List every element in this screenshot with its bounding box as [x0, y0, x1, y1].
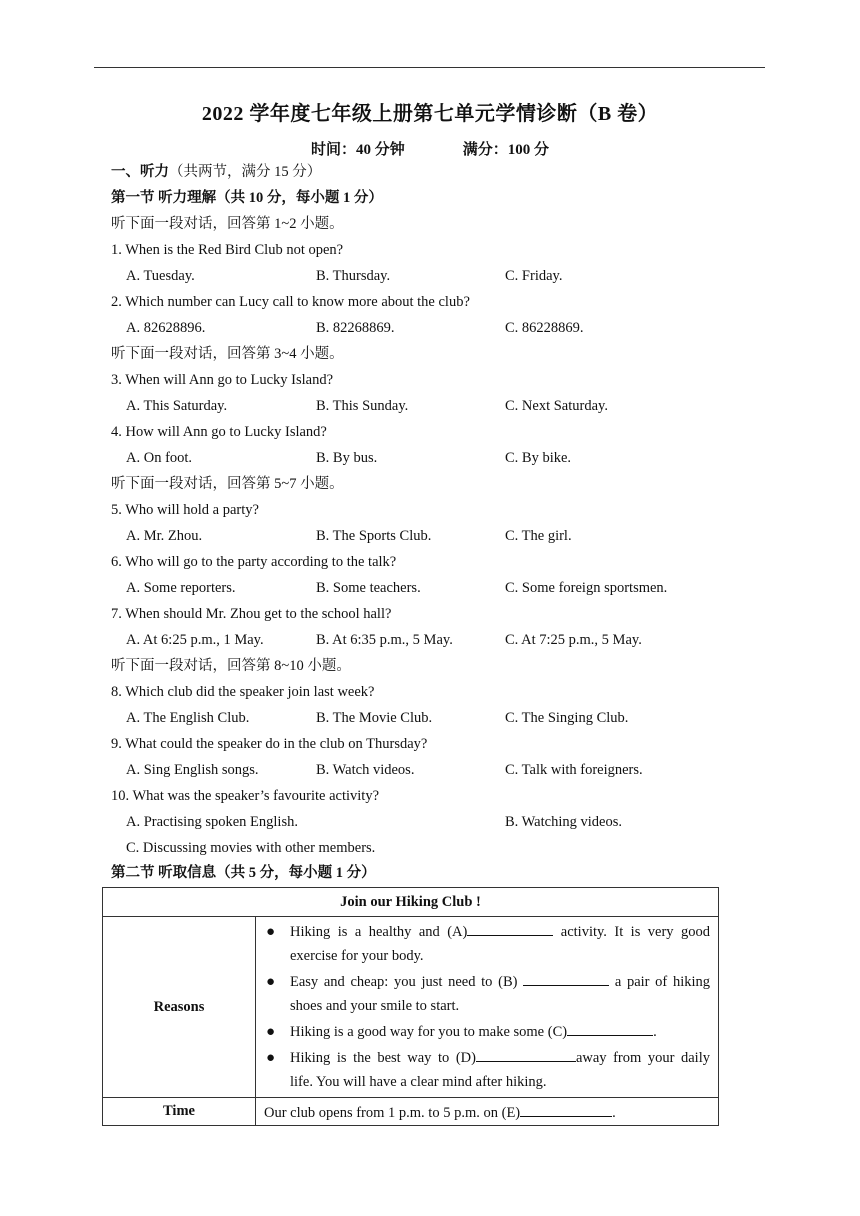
question-stem: 1. When is the Red Bird Club not open? [111, 242, 344, 258]
section-one-note: （共两节，满分 15 分） [169, 164, 322, 180]
reason-a-text-end: activity. It is very good exercise for your body. [290, 924, 710, 964]
question-stem: 3. When will Ann go to Lucky Island? [111, 372, 334, 388]
part-one-heading: 第一节 听力理解（共 10 分，每小题 1 分） [111, 190, 383, 206]
blank-e[interactable] [520, 1102, 612, 1117]
question-stem: 2. Which number can Lucy call to know more about the club? [111, 294, 470, 310]
time-limit: 时间：40 分钟 [310, 142, 405, 158]
option-b: B. The Sports Club. [316, 528, 432, 544]
reason-b-text: Easy and cheap: you just need to (B) [290, 974, 524, 990]
time-cell [256, 1098, 719, 1126]
page-title: 2022 学年度七年级上册第七单元学情诊断（B 卷） [201, 103, 659, 125]
option-a: A. Mr. Zhou. [126, 528, 203, 544]
instruction-line: 听下面一段对话，回答第 3~4 小题。 [111, 346, 344, 362]
instruction-line: 听下面一段对话，回答第 8~10 小题。 [111, 658, 351, 674]
option-c: C. At 7:25 p.m., 5 May. [505, 632, 642, 648]
exam-meta [0, 138, 860, 159]
option-a: A. At 6:25 p.m., 1 May. [126, 632, 264, 648]
section-one-heading [111, 161, 321, 183]
reasons-cell [256, 917, 719, 1098]
table-title: Join our Hiking Club ! [103, 888, 719, 917]
blank-d[interactable] [476, 1047, 576, 1062]
reason-d-text-end: away from your daily life. You will have a clear mind after hiking. [290, 1050, 710, 1090]
blank-b[interactable] [523, 971, 609, 986]
question-10-option-a: A. Practising spoken English. [126, 814, 298, 830]
option-b: B. By bus. [316, 450, 378, 466]
bullet-icon: ● [266, 974, 276, 990]
option-a: A. Sing English songs. [126, 762, 259, 778]
time-label: Time [103, 1098, 256, 1126]
option-a: A. 82628896. [126, 320, 206, 336]
question-10-stem: 10. What was the speaker’s favourite activity? [111, 788, 380, 804]
question-stem: 9. What could the speaker do in the club on Thursday? [111, 736, 428, 752]
option-c: C. Next Saturday. [505, 398, 608, 414]
reason-a-text: Hiking is a healthy and (A) [290, 924, 468, 940]
option-c: C. Friday. [505, 268, 563, 284]
section-one-title: 一、听力 [111, 164, 169, 180]
option-c: C. By bike. [505, 450, 572, 466]
option-c: C. The Singing Club. [505, 710, 629, 726]
instruction-line: 听下面一段对话，回答第 5~7 小题。 [111, 476, 344, 492]
question-10-option-b: B. Watching videos. [505, 814, 622, 830]
time-text: Our club opens from 1 p.m. to 5 p.m. on (E) [264, 1104, 521, 1121]
option-b: B. This Sunday. [316, 398, 409, 414]
reason-d [266, 1046, 710, 1094]
full-score: 满分：100 分 [462, 142, 550, 158]
reason-a [266, 920, 710, 968]
part-two-heading: 第二节 听取信息（共 5 分，每小题 1 分） [111, 865, 376, 881]
reason-b [266, 970, 710, 1018]
option-a: A. The English Club. [126, 710, 250, 726]
reason-d-text: Hiking is the best way to (D) [290, 1050, 476, 1066]
question-stem: 4. How will Ann go to Lucky Island? [111, 424, 327, 440]
question-stem: 5. Who will hold a party? [111, 502, 259, 518]
instruction-line: 听下面一段对话，回答第 1~2 小题。 [111, 216, 344, 232]
header-rule [94, 67, 765, 68]
question-10-option-c: C. Discussing movies with other members. [126, 840, 376, 856]
blank-c[interactable] [567, 1021, 653, 1036]
bullet-icon: ● [266, 1024, 276, 1040]
hiking-club-table [102, 887, 719, 1126]
bullet-icon: ● [266, 1050, 276, 1066]
option-b: B. Watch videos. [316, 762, 415, 778]
option-a: A. Tuesday. [126, 268, 195, 284]
option-c: C. The girl. [505, 528, 572, 544]
reasons-label: Reasons [103, 917, 256, 1098]
question-stem: 6. Who will go to the party according to the talk? [111, 554, 397, 570]
option-a: A. Some reporters. [126, 580, 236, 596]
reason-b-text-end: a pair of hiking shoes and your smile to start. [290, 974, 710, 1014]
reason-c [266, 1020, 710, 1044]
question-stem: 8. Which club did the speaker join last week? [111, 684, 375, 700]
bullet-icon: ● [266, 924, 276, 940]
option-b: B. Some teachers. [316, 580, 421, 596]
reason-c-text: Hiking is a good way for you to make some (C) [290, 1024, 568, 1040]
option-a: A. On foot. [126, 450, 193, 466]
option-c: C. Talk with foreigners. [505, 762, 643, 778]
option-b: B. The Movie Club. [316, 710, 433, 726]
time-text-end: . [612, 1104, 616, 1121]
option-b: B. 82268869. [316, 320, 395, 336]
option-a: A. This Saturday. [126, 398, 228, 414]
blank-a[interactable] [467, 921, 553, 936]
option-c: C. 86228869. [505, 320, 584, 336]
option-b: B. At 6:35 p.m., 5 May. [316, 632, 453, 648]
option-c: C. Some foreign sportsmen. [505, 580, 668, 596]
reason-c-text-end: . [653, 1024, 657, 1040]
option-b: B. Thursday. [316, 268, 391, 284]
question-stem: 7. When should Mr. Zhou get to the school hall? [111, 606, 392, 622]
